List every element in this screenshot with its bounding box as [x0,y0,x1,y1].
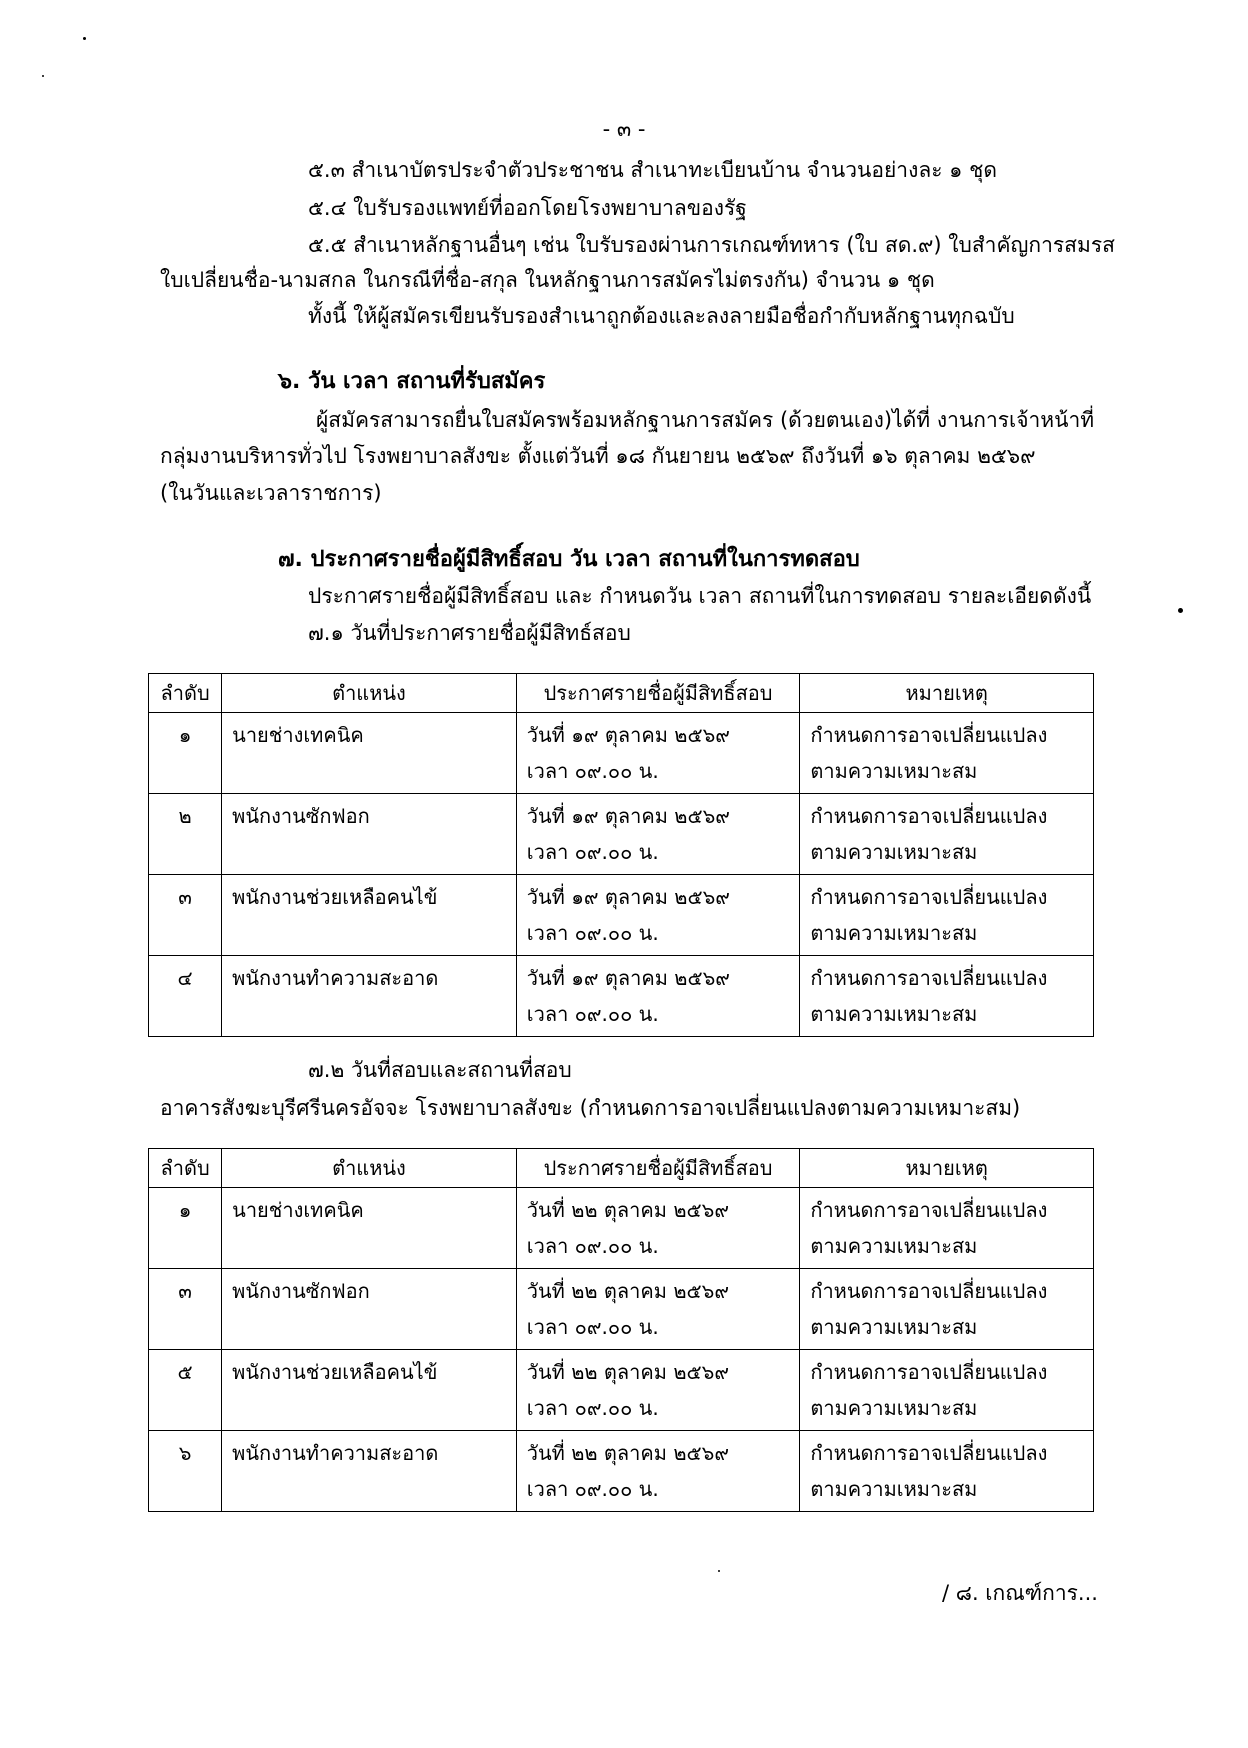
row-position: พนักงานซักฟอก [222,1269,517,1350]
row-date: วันที่ ๒๒ ตุลาคม ๒๕๖๙ [526,1279,729,1303]
row-position: พนักงานช่วยเหลือคนไข้ [222,1350,517,1431]
row-position: นายช่างเทคนิค [222,1188,517,1269]
col-header-position: ตำแหน่ง [222,1149,517,1188]
row-remark-line2: ตามความเหมาะสม [810,1234,978,1258]
row-remark-line2: ตามความเหมาะสม [810,840,978,864]
row-time: เวลา ๐๙.๐๐ น. [526,1477,659,1501]
row-date: วันที่ ๑๙ ตุลาคม ๒๕๖๙ [526,804,730,828]
row-remark-line1: กำหนดการอาจเปลี่ยนแปลง [810,1279,1048,1303]
row-time: เวลา ๐๙.๐๐ น. [526,1396,659,1420]
row-remark-line2: ตามความเหมาะสม [810,1477,978,1501]
doc-item-5-5: ๕.๕ สำเนาหลักฐานอื่นๆ เช่น ใบรับรองผ่านการเกณฑ์ทหาร (ใบ สด.๙) ใบสำคัญการสมรส [308,233,1115,257]
row-datetime [516,1431,800,1512]
table-row [149,794,1094,875]
doc-item-5-5-cont: ใบเปลี่ยนชื่อ-นามสกล ในกรณีที่ชื่อ-สกุล ในหลักฐานการสมัครไม่ตรงกัน) จำนวน ๑ ชุด [160,268,935,292]
table-row [149,1188,1094,1269]
scan-speck [83,37,86,40]
section-6-line2: กลุ่มงานบริหารทั่วไป โรงพยาบาลสังขะ ตั้งแต่วันที่ ๑๘ กันยายน ๒๕๖๙ ถึงวันที่ ๑๖ ตุลาคม ๒๕๖๙ [160,444,1036,468]
table-row [149,1350,1094,1431]
exam-schedule-table [148,1148,1094,1512]
col-header-announce: ประกาศรายชื่อผู้มีสิทธิ์สอบ [516,1149,800,1188]
row-time: เวลา ๐๙.๐๐ น. [526,759,659,783]
row-datetime [516,1269,800,1350]
row-position: พนักงานทำความสะอาด [222,1431,517,1512]
doc-item-5-3: ๕.๓ สำเนาบัตรประจำตัวประชาชน สำเนาทะเบียนบ้าน จำนวนอย่างละ ๑ ชุด [308,158,998,182]
row-remark-line1: กำหนดการอาจเปลี่ยนแปลง [810,723,1048,747]
table-row [149,713,1094,794]
scan-speck [718,1570,720,1572]
row-remark [800,1188,1094,1269]
table-header-row [149,674,1094,713]
row-time: เวลา ๐๙.๐๐ น. [526,1002,659,1026]
row-remark [800,713,1094,794]
row-datetime [516,1188,800,1269]
announcement-table [148,673,1094,1037]
table-row [149,1431,1094,1512]
row-time: เวลา ๐๙.๐๐ น. [526,921,659,945]
row-remark [800,1269,1094,1350]
row-date: วันที่ ๒๒ ตุลาคม ๒๕๖๙ [526,1441,729,1465]
table-row [149,875,1094,956]
row-date: วันที่ ๑๙ ตุลาคม ๒๕๖๙ [526,885,730,909]
doc-item-5-4: ๕.๔ ใบรับรองแพทย์ที่ออกโดยโรงพยาบาลของรัฐ [308,196,747,220]
row-remark [800,875,1094,956]
page-number: - ๓ - [602,117,646,141]
row-number: ๖ [149,1431,222,1512]
row-remark-line1: กำหนดการอาจเปลี่ยนแปลง [810,1198,1048,1222]
row-date: วันที่ ๒๒ ตุลาคม ๒๕๖๙ [526,1198,729,1222]
col-header-position: ตำแหน่ง [222,674,517,713]
row-number: ๑ [149,713,222,794]
row-number: ๒ [149,794,222,875]
row-remark-line2: ตามความเหมาะสม [810,759,978,783]
section-7-intro: ประกาศรายชื่อผู้มีสิทธิ์สอบ และ กำหนดวัน เวลา สถานที่ในการทดสอบ รายละเอียดดังนี้ [308,584,1092,608]
row-position: พนักงานซักฟอก [222,794,517,875]
row-time: เวลา ๐๙.๐๐ น. [526,1234,659,1258]
table-row [149,956,1094,1037]
row-date: วันที่ ๑๙ ตุลาคม ๒๕๖๙ [526,966,730,990]
row-number: ๔ [149,956,222,1037]
row-number: ๕ [149,1350,222,1431]
row-remark-line1: กำหนดการอาจเปลี่ยนแปลง [810,885,1048,909]
section-7-2-title: ๗.๒ วันที่สอบและสถานที่สอบ [308,1058,572,1082]
row-date: วันที่ ๑๙ ตุลาคม ๒๕๖๙ [526,723,730,747]
section-6-line3: (ในวันและเวลาราชการ) [160,481,382,505]
row-datetime [516,875,800,956]
row-date: วันที่ ๒๒ ตุลาคม ๒๕๖๙ [526,1360,729,1384]
row-position: นายช่างเทคนิค [222,713,517,794]
col-header-remark: หมายเหตุ [800,674,1094,713]
row-datetime [516,713,800,794]
section-7-heading: ๗. ประกาศรายชื่อผู้มีสิทธิ์สอบ วัน เวลา สถานที่ในการทดสอบ [278,547,860,572]
row-remark-line1: กำหนดการอาจเปลี่ยนแปลง [810,1360,1048,1384]
row-remark-line2: ตามความเหมาะสม [810,921,978,945]
table-row [149,1269,1094,1350]
row-number: ๓ [149,875,222,956]
row-remark [800,794,1094,875]
row-remark-line2: ตามความเหมาะสม [810,1002,978,1026]
col-header-announce: ประกาศรายชื่อผู้มีสิทธิ์สอบ [516,674,800,713]
row-remark-line1: กำหนดการอาจเปลี่ยนแปลง [810,966,1048,990]
scan-speck [1178,608,1183,613]
doc-note: ทั้งนี้ ให้ผู้สมัครเขียนรับรองสำเนาถูกต้องและลงลายมือชื่อกำกับหลักฐานทุกฉบับ [308,304,1015,328]
row-datetime [516,794,800,875]
row-time: เวลา ๐๙.๐๐ น. [526,840,659,864]
section-6-heading: ๖. วัน เวลา สถานที่รับสมัคร [278,369,546,394]
table-header-row [149,1149,1094,1188]
col-header-no: ลำดับ [149,674,222,713]
row-datetime [516,956,800,1037]
continuation-footer: / ๘. เกณฑ์การ... [942,1581,1098,1605]
col-header-no: ลำดับ [149,1149,222,1188]
row-position: พนักงานทำความสะอาด [222,956,517,1037]
scan-speck [42,75,44,77]
row-remark [800,1431,1094,1512]
row-time: เวลา ๐๙.๐๐ น. [526,1315,659,1339]
section-7-1-title: ๗.๑ วันที่ประกาศรายชื่อผู้มีสิทธ์สอบ [308,621,631,645]
row-number: ๓ [149,1269,222,1350]
row-number: ๑ [149,1188,222,1269]
row-datetime [516,1350,800,1431]
row-remark-line2: ตามความเหมาะสม [810,1315,978,1339]
row-position: พนักงานช่วยเหลือคนไข้ [222,875,517,956]
section-6-line1: ผู้สมัครสามารถยื่นใบสมัครพร้อมหลักฐานการสมัคร (ด้วยตนเอง)ได้ที่ งานการเจ้าหน้าที่ [316,408,1095,432]
row-remark-line1: กำหนดการอาจเปลี่ยนแปลง [810,1441,1048,1465]
row-remark-line2: ตามความเหมาะสม [810,1396,978,1420]
row-remark [800,1350,1094,1431]
col-header-remark: หมายเหตุ [800,1149,1094,1188]
row-remark-line1: กำหนดการอาจเปลี่ยนแปลง [810,804,1048,828]
row-remark [800,956,1094,1037]
section-7-2-location: อาคารสังฆะบุรีศรีนครอัจจะ โรงพยาบาลสังขะ (กำหนดการอาจเปลี่ยนแปลงตามความเหมาะสม) [160,1096,1021,1120]
